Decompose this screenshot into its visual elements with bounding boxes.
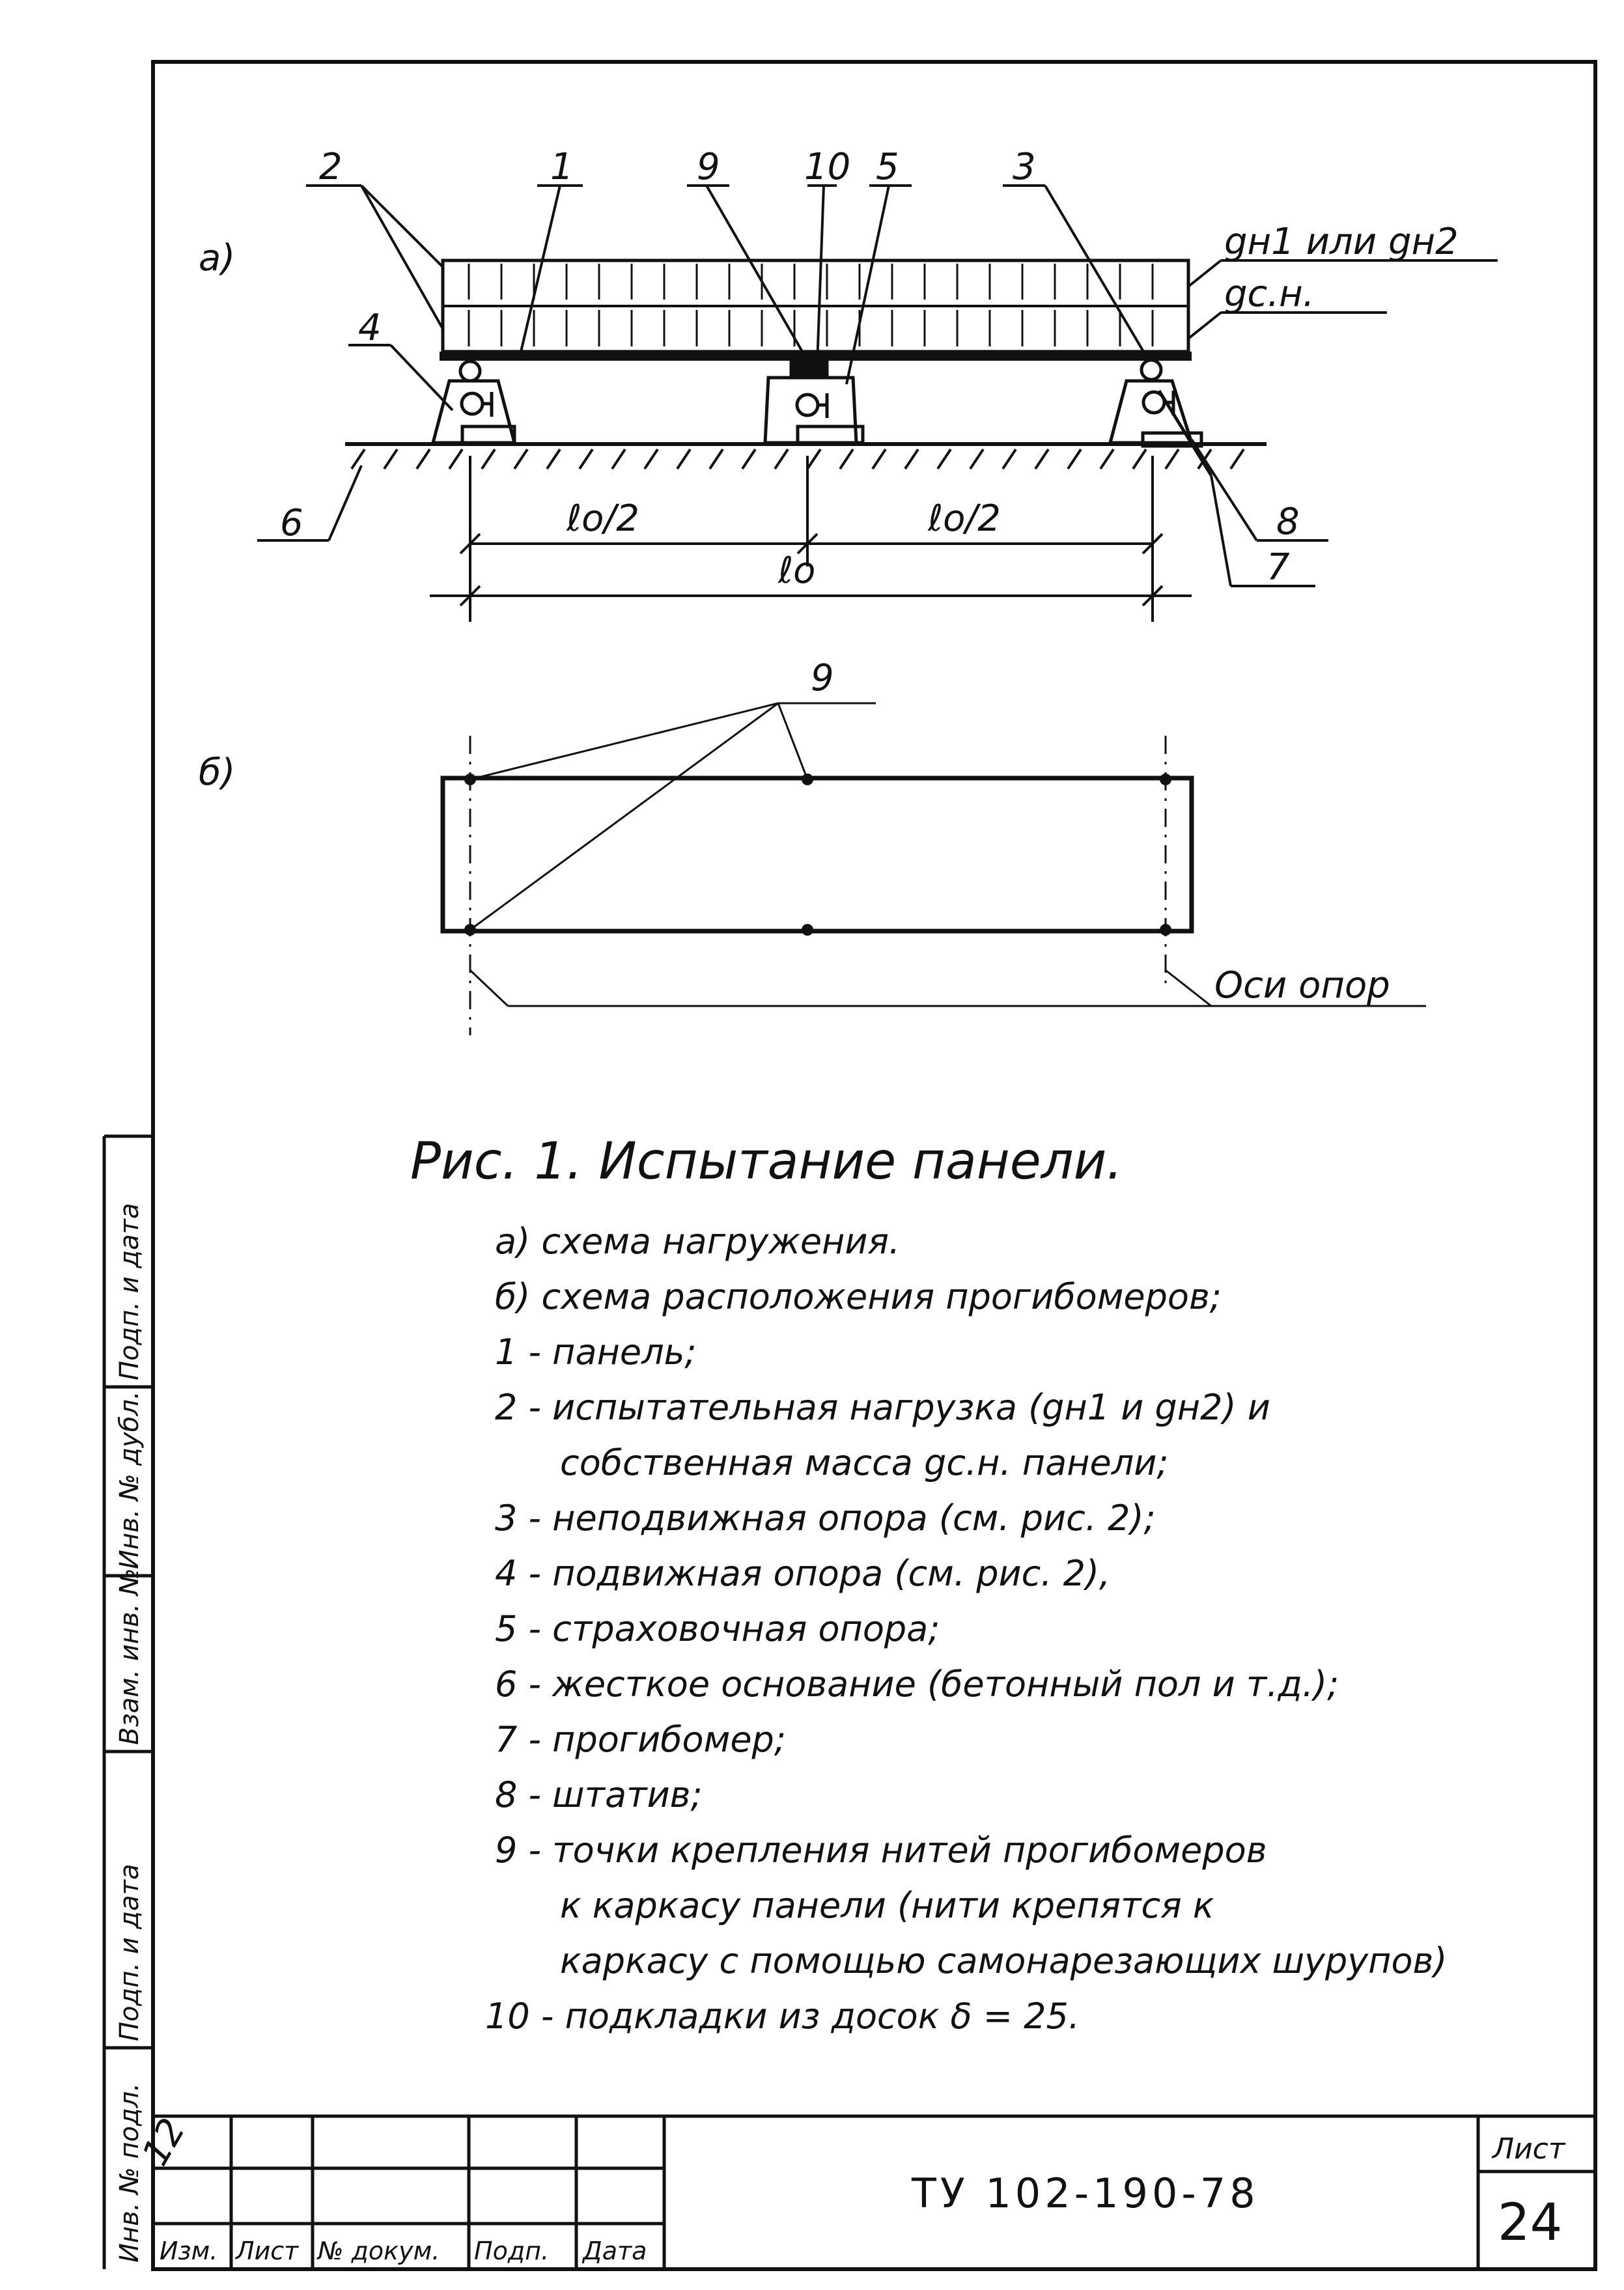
plan-callout-9: 9 xyxy=(811,657,834,699)
title-block-header-date: Дата xyxy=(583,2237,647,2265)
callout-7: 7 xyxy=(1267,546,1290,589)
sheet-label: Лист xyxy=(1492,2132,1565,2166)
title-block-header-doc-no: № докум. xyxy=(318,2237,440,2265)
callout-8: 8 xyxy=(1276,501,1300,543)
sheet-number: 24 xyxy=(1498,2194,1563,2252)
side-stamp-inv-dup: Инв. № дубл. xyxy=(115,1391,145,1569)
title-block-header-sign: Подп. xyxy=(474,2237,550,2265)
side-stamp-sign-date-1: Подп. и дата xyxy=(115,1864,145,2041)
dim-half-right: ℓо/2 xyxy=(928,497,1001,540)
figure-b-label: б) xyxy=(199,751,236,794)
legend-line: а) схема нагружения. xyxy=(495,1221,901,1262)
legend-line: б) схема расположения прогибомеров; xyxy=(495,1276,1222,1317)
dim-half-left: ℓо/2 xyxy=(567,497,639,540)
figure-b-gauge-layout xyxy=(199,657,1426,1035)
ground xyxy=(345,444,1267,469)
title-block-header-sheet: Лист xyxy=(236,2237,299,2265)
legend-line: 5 - страховочная опора; xyxy=(495,1608,940,1649)
title-block-header-change: Изм. xyxy=(160,2237,218,2265)
plan-leaders xyxy=(470,703,1426,1006)
right-support xyxy=(1110,360,1211,475)
legend-line: каркасу с помощью самонарезающих шурупов) xyxy=(560,1940,1448,1981)
callout-2: 2 xyxy=(319,146,343,188)
dim-full: ℓо xyxy=(778,550,816,592)
legend-line: 1 - панель; xyxy=(495,1332,697,1373)
legend-line: к каркасу панели (нити крепятся к xyxy=(560,1885,1214,1926)
legend-line: 4 - подвижная опора (см. рис. 2), xyxy=(495,1553,1111,1594)
callout-4: 4 xyxy=(358,307,382,349)
legend-line: собственная масса gс.н. панели; xyxy=(560,1442,1169,1483)
figure-a-label: а) xyxy=(199,237,236,279)
callout-9: 9 xyxy=(697,146,720,188)
callout-6: 6 xyxy=(280,502,303,544)
legend-line: 9 - точки крепления нитей прогибомеров xyxy=(495,1830,1267,1871)
side-stamp xyxy=(104,1136,194,2269)
dimension-lines xyxy=(430,456,1192,622)
legend-line: 6 - жесткое основание (бетонный пол и т.д.); xyxy=(495,1664,1339,1705)
callout-1: 1 xyxy=(550,146,574,188)
load-blocks xyxy=(443,260,1188,352)
support-axes xyxy=(470,736,1166,1035)
load-label-2: gс.н. xyxy=(1224,273,1315,315)
callout-3: 3 xyxy=(1013,146,1036,188)
legend-line: 8 - штатив; xyxy=(495,1774,703,1815)
panel-plan xyxy=(443,778,1192,931)
document-code: ТУ 102-190-78 xyxy=(912,2170,1259,2217)
side-stamp-inv-orig: Инв. № подл. xyxy=(115,2083,145,2263)
side-stamp-sign-date-2: Подп. и дата xyxy=(115,1203,145,1380)
gauge-points xyxy=(464,774,1171,936)
callout-5: 5 xyxy=(876,146,899,188)
side-stamp-replace-inv: Взам. инв. № xyxy=(115,1568,145,1745)
legend-line: 3 - неподвижная опора (см. рис. 2); xyxy=(495,1498,1156,1539)
middle-support xyxy=(765,357,863,443)
figure-caption xyxy=(410,1132,1447,2037)
title-block xyxy=(153,2116,1595,2269)
axes-label: Оси опор xyxy=(1214,964,1390,1007)
legend-line: 2 - испытательная нагрузка (gн1 и gн2) и xyxy=(495,1387,1270,1428)
legend-line: 10 - подкладки из досок δ = 25. xyxy=(485,1996,1080,2037)
callout-10: 10 xyxy=(804,146,851,188)
side-stamp-handwritten: 12 xyxy=(133,2111,194,2173)
caption-title: Рис. 1. Испытание панели. xyxy=(410,1132,1123,1191)
figure-a-loading-scheme xyxy=(199,146,1498,622)
load-label-1: gн1 или gн2 xyxy=(1224,221,1459,263)
legend-line: 7 - прогибомер; xyxy=(495,1719,787,1760)
